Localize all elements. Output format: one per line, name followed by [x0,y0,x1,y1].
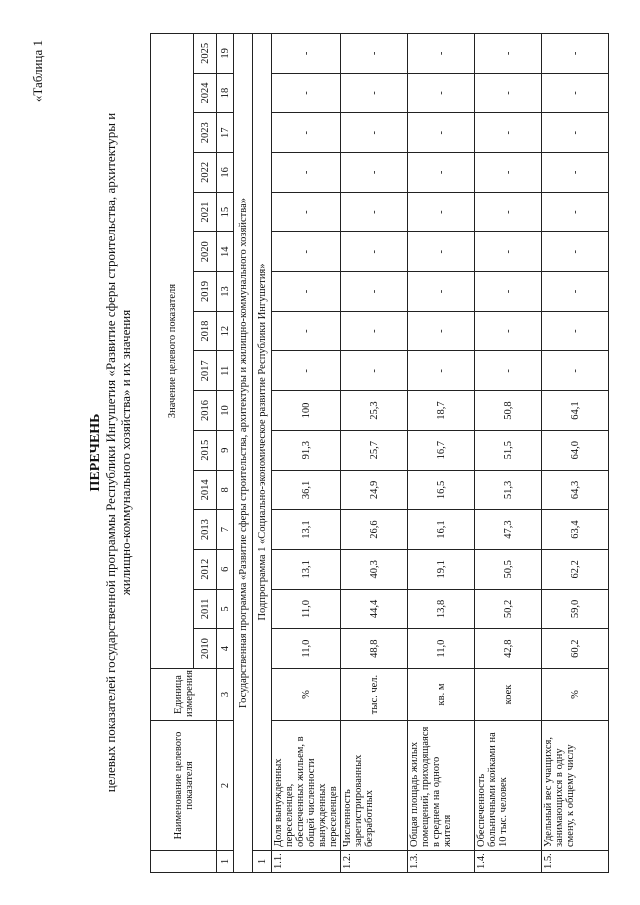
value-cell: 64,0 [542,430,609,470]
document-subtitle-line1: целевых показателей государственной программы Республики Ингушетия «Развитие сферы строительства, архитектуры и [103,112,118,793]
value-cell: - [408,232,475,272]
value-cell: 42,8 [475,629,542,669]
value-cell: - [542,232,609,272]
value-cell: - [542,311,609,351]
value-cell: - [272,192,341,232]
unit-header: Единица измерения [151,669,217,721]
value-cell: 16,7 [408,430,475,470]
column-number: 8 [217,470,234,510]
value-cell: 13,1 [272,510,341,550]
header-row [151,34,194,873]
value-cell: - [475,153,542,193]
value-cell: 13,1 [272,549,341,589]
value-cell: 11,0 [272,589,341,629]
value-cell: 50,8 [475,391,542,431]
unit-cell: кв. м [408,669,475,721]
column-number: 16 [217,153,234,193]
value-cell: 47,3 [475,510,542,550]
table-row [272,34,341,873]
program-cell: Государственная программа «Развитие сферы строительства, архитектуры и жилищно-коммунального хозяйства» [234,34,253,873]
table-row [408,34,475,873]
value-cell: - [542,351,609,391]
value-cell: - [341,272,408,312]
value-cell: 100 [272,391,341,431]
value-cell: 64,1 [542,391,609,431]
value-cell: - [408,113,475,153]
value-cell: - [542,113,609,153]
value-cell: 26,6 [341,510,408,550]
year-header: 2018 [194,311,217,351]
unit-cell: тыс. чел. [341,669,408,721]
name-header: Наименование целевого показателя [151,721,217,851]
value-cell: - [475,351,542,391]
column-number: 9 [217,430,234,470]
program-row [234,34,253,873]
row-number: 1.5. [542,851,609,873]
indicator-name: Доля вынужденных переселенцев, обеспеченных жильем, в общей численности вынужденных переселенцев [272,721,341,851]
value-cell: 16,5 [408,470,475,510]
value-cell: - [272,73,341,113]
subprogram-row [253,34,272,873]
value-cell: - [272,232,341,272]
year-header: 2020 [194,232,217,272]
value-cell: - [542,153,609,193]
column-number-row [217,34,234,873]
value-cell: 91,3 [272,430,341,470]
value-cell: - [272,311,341,351]
subprogram-num: 1 [253,851,272,873]
year-header: 2017 [194,351,217,391]
value-cell: - [341,351,408,391]
year-header: 2010 [194,629,217,669]
year-header: 2014 [194,470,217,510]
value-cell: - [408,272,475,312]
column-number: 17 [217,113,234,153]
value-cell: 11,0 [272,629,341,669]
value-cell: - [475,272,542,312]
subprogram-cell: Подпрограмма 1 «Социально-экономическое развитие Республики Ингушетия» [253,34,272,851]
value-cell: 51,3 [475,470,542,510]
indicator-name: Обеспеченность больничными койками на 10 тыс. человек [475,721,542,851]
value-cell: - [542,73,609,113]
indicator-name: Удельный вес учащихся, занимающихся в одну смену, к общему числу [542,721,609,851]
value-cell: - [341,113,408,153]
value-cell: 63,4 [542,510,609,550]
table-label: «Таблица 1 [30,40,45,103]
column-number: 10 [217,391,234,431]
column-number: 6 [217,549,234,589]
year-header: 2021 [194,192,217,232]
value-cell: - [542,34,609,74]
year-header: 2022 [194,153,217,193]
value-cell: 24,9 [341,470,408,510]
column-number: 11 [217,351,234,391]
value-group-header: Значение целевого показателя [151,34,194,669]
column-number: 5 [217,589,234,629]
value-cell: 18,7 [408,391,475,431]
value-cell: - [341,232,408,272]
value-cell: 50,2 [475,589,542,629]
row-number: 1.4. [475,851,542,873]
value-cell: - [341,153,408,193]
value-cell: - [272,272,341,312]
value-cell: 13,8 [408,589,475,629]
column-number: 1 [217,851,234,873]
value-cell: 48,8 [341,629,408,669]
unit-cell: % [272,669,341,721]
value-cell: - [341,192,408,232]
indicator-name: Численность зарегистрированных безработных [341,721,408,851]
year-header: 2015 [194,430,217,470]
table-row [542,34,609,873]
indicator-name: Общая площадь жилых помещений, приходящаяся в среднем на одного жителя [408,721,475,851]
document-subtitle-line2: жилищно-коммунального хозяйства» и их значения [118,309,133,596]
value-cell: 25,3 [341,391,408,431]
column-number: 2 [217,721,234,851]
year-header: 2019 [194,272,217,312]
column-number: 18 [217,73,234,113]
value-cell: 36,1 [272,470,341,510]
value-cell: 11,0 [408,629,475,669]
document-heading [88,40,133,865]
value-cell: 59,0 [542,589,609,629]
unit-cell: % [542,669,609,721]
value-cell: - [341,34,408,74]
year-header: 2016 [194,391,217,431]
column-number: 4 [217,629,234,669]
column-number: 14 [217,232,234,272]
value-cell: - [272,113,341,153]
indicators-table [150,33,609,873]
value-cell: - [408,311,475,351]
column-number: 15 [217,192,234,232]
value-cell: - [408,351,475,391]
table-row [475,34,542,873]
value-cell: - [475,34,542,74]
value-cell: 51,5 [475,430,542,470]
value-cell: 62,2 [542,549,609,589]
value-cell: - [408,153,475,193]
row-number: 1.2. [341,851,408,873]
value-cell: - [272,34,341,74]
value-cell: - [542,192,609,232]
column-number: 19 [217,34,234,74]
value-cell: - [272,351,341,391]
value-cell: - [408,192,475,232]
year-header: 2013 [194,510,217,550]
column-number: 12 [217,311,234,351]
value-cell: 16,1 [408,510,475,550]
column-number: 3 [217,669,234,721]
value-cell: - [475,311,542,351]
value-cell: - [408,34,475,74]
document-title: ПЕРЕЧЕНЬ [88,413,103,492]
value-cell: - [475,232,542,272]
value-cell: 19,1 [408,549,475,589]
year-header: 2023 [194,113,217,153]
value-cell: 50,5 [475,549,542,589]
value-cell: 60,2 [542,629,609,669]
value-cell: - [475,73,542,113]
value-cell: - [341,73,408,113]
value-cell: - [341,311,408,351]
value-cell: 44,4 [341,589,408,629]
value-cell: - [475,192,542,232]
value-cell: - [272,153,341,193]
value-cell: 40,3 [341,549,408,589]
unit-cell: коек [475,669,542,721]
year-header: 2012 [194,549,217,589]
value-cell: 64,3 [542,470,609,510]
value-cell: - [475,113,542,153]
year-header: 2025 [194,34,217,74]
column-number: 7 [217,510,234,550]
num-header [151,851,217,873]
column-number: 13 [217,272,234,312]
value-cell: 25,7 [341,430,408,470]
year-header: 2011 [194,589,217,629]
row-number: 1.1. [272,851,341,873]
value-cell: - [542,272,609,312]
year-header: 2024 [194,73,217,113]
value-cell: - [408,73,475,113]
row-number: 1.3. [408,851,475,873]
table-row [341,34,408,873]
